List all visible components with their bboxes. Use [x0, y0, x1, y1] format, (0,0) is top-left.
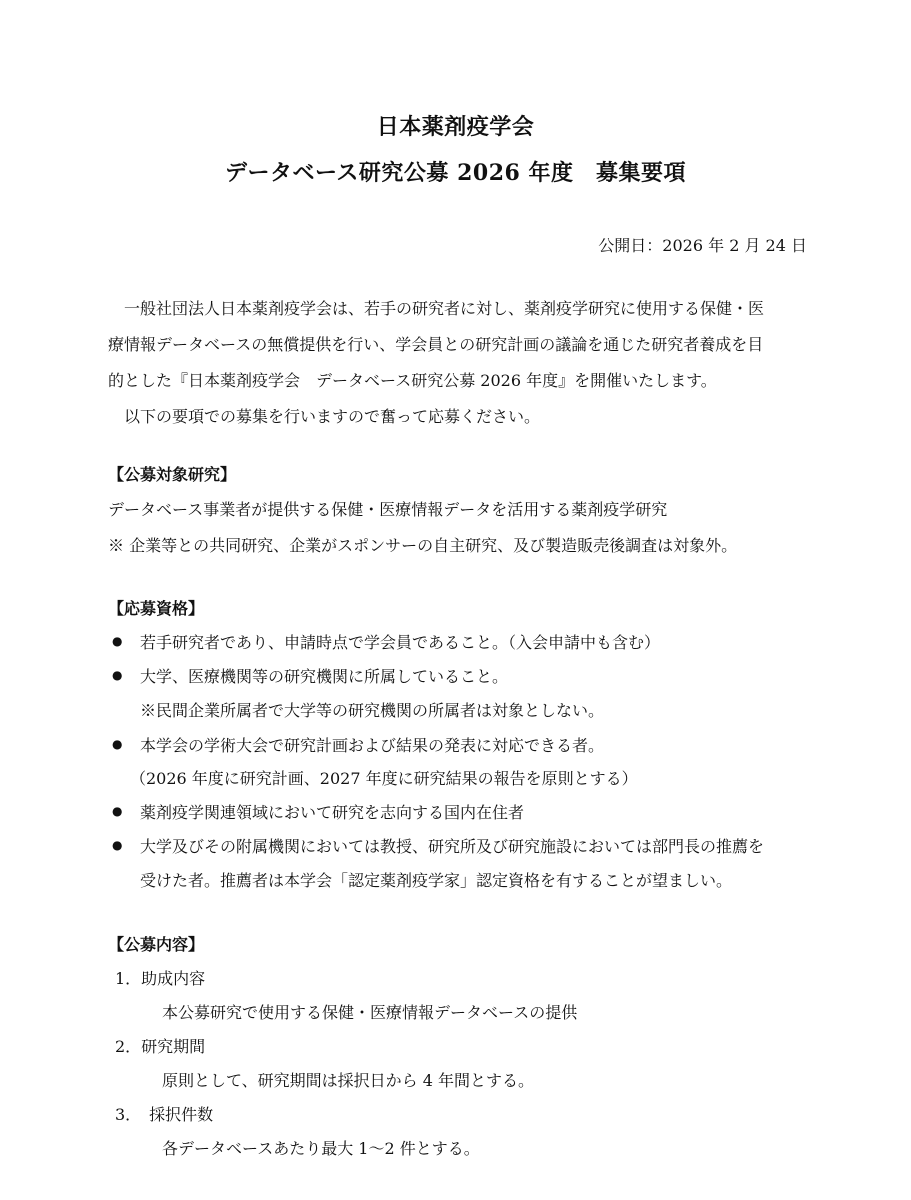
intro-line: 的とした『日本薬剤疫学会 データベース研究公募 2026 年度』を開催いたします。	[108, 371, 717, 390]
eligibility-item: 本学会の学術大会で研究計画および結果の発表に対応できる者。	[140, 736, 605, 755]
content-item-label: 2．研究期間	[115, 1037, 206, 1056]
intro-line: 以下の要項での募集を行いますので奮って応募ください。	[108, 407, 541, 426]
eligibility-item: 薬剤疫学関連領域において研究を志向する国内在住者	[140, 803, 525, 822]
intro-line: 療情報データベースの無償提供を行い、学会員との研究計画の議論を通じた研究者養成を目	[108, 335, 764, 354]
eligibility-item: 大学及びその附属機関においては教授、研究所及び研究施設においては部門長の推薦を	[140, 837, 765, 856]
eligibility-item-continued: 受けた者。推薦者は本学会「認定薬剤疫学家」認定資格を有することが望ましい。	[140, 871, 733, 890]
publish-date: 公開日：2026 年 2 月 24 日	[598, 236, 807, 255]
content-item-text: 本公募研究で使用する保健・医療情報データベースの提供	[162, 1003, 578, 1022]
target-exclusion-note: ※ 企業等との共同研究、企業がスポンサーの自主研究、及び製造販売後調査は対象外。	[108, 536, 738, 555]
document-subtitle: データベース研究公募 2026 年度 募集要項	[225, 160, 686, 186]
section-heading-target: 【公募対象研究】	[108, 465, 237, 484]
target-text: データベース事業者が提供する保健・医療情報データを活用する薬剤疫学研究	[108, 500, 668, 519]
eligibility-note: ※民間企業所属者で大学等の研究機関の所属者は対象としない。	[140, 701, 605, 720]
bullet-icon: ●	[112, 668, 123, 682]
eligibility-item: 大学、医療機関等の研究機関に所属していること。	[140, 667, 509, 686]
intro-line: 一般社団法人日本薬剤疫学会は、若手の研究者に対し、薬剤疫学研究に使用する保健・医	[108, 299, 765, 318]
content-item-text: 原則として、研究期間は採択日から 4 年間とする。	[162, 1071, 535, 1090]
section-heading-eligibility: 【応募資格】	[108, 599, 205, 618]
bullet-icon: ●	[112, 804, 123, 818]
content-item-label: 1．助成内容	[115, 969, 206, 988]
bullet-icon: ●	[112, 634, 123, 648]
society-title: 日本薬剤疫学会	[376, 114, 535, 140]
content-item-text: 各データベースあたり最大 1～2 件とする。	[162, 1139, 480, 1158]
bullet-icon: ●	[112, 737, 123, 751]
section-heading-content: 【公募内容】	[108, 935, 205, 954]
eligibility-note: （2026 年度に研究計画、2027 年度に研究結果の報告を原則とする）	[130, 769, 638, 788]
bullet-icon: ●	[112, 838, 123, 852]
content-item-label: 3． 採択件数	[115, 1105, 214, 1124]
eligibility-item: 若手研究者であり、申請時点で学会員であること。（入会申請中も含む）	[140, 633, 661, 652]
